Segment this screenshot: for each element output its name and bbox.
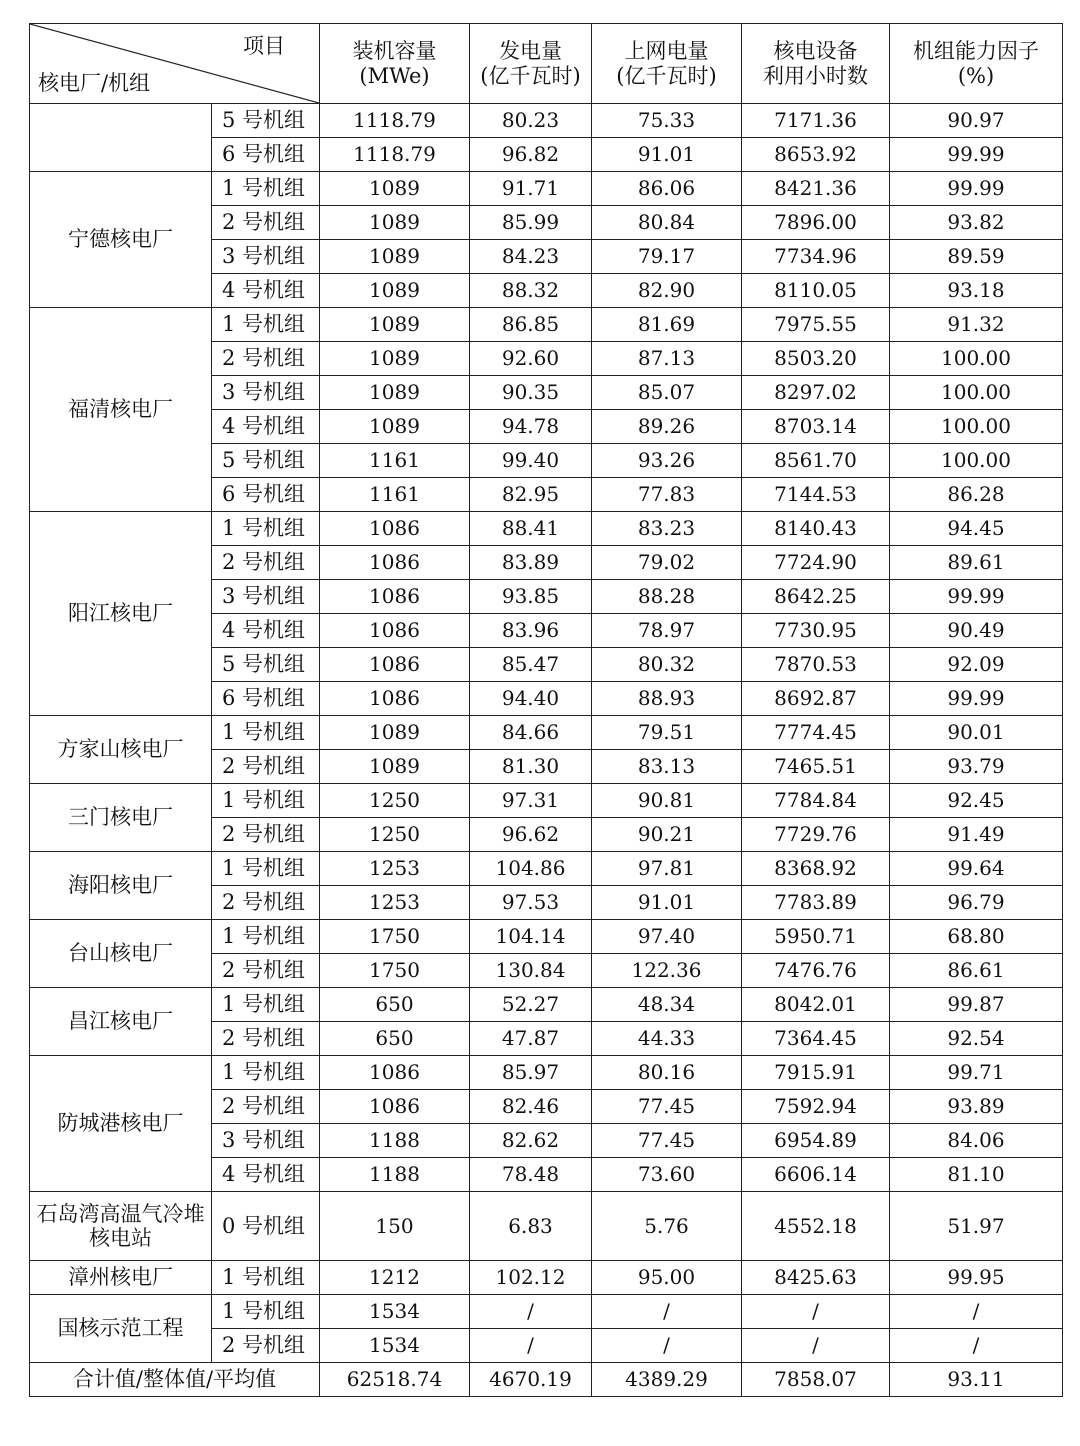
col-header-grid-line2: (亿千瓦时): [616, 63, 717, 88]
capacity-cell: 1089: [320, 376, 470, 410]
hours-cell: 7774.45: [742, 716, 890, 750]
col-header-hours-line1: 核电设备: [773, 39, 858, 64]
capacity-cell: 1534: [320, 1295, 470, 1329]
plant-name-cell: 防城港核电厂: [30, 1056, 212, 1192]
generation-cell: 83.96: [470, 614, 592, 648]
plant-name-cell: [30, 104, 212, 172]
hours-cell: 8642.25: [742, 580, 890, 614]
col-header-grid: [592, 24, 742, 104]
grid-cell: 88.28: [592, 580, 742, 614]
hours-cell: 7975.55: [742, 308, 890, 342]
unit-cell: 2 号机组: [212, 342, 320, 376]
col-header-capacity: [320, 24, 470, 104]
grid-cell: /: [592, 1295, 742, 1329]
generation-cell: 52.27: [470, 988, 592, 1022]
capacity-cell: 1253: [320, 886, 470, 920]
grid-cell: 88.93: [592, 682, 742, 716]
grid-cell: 87.13: [592, 342, 742, 376]
unit-cell: 4 号机组: [212, 410, 320, 444]
generation-cell: 91.71: [470, 172, 592, 206]
unit-cell: 3 号机组: [212, 240, 320, 274]
hours-cell: 6606.14: [742, 1158, 890, 1192]
capacity-cell: 1118.79: [320, 138, 470, 172]
hours-cell: 8425.63: [742, 1261, 890, 1295]
grid-cell: 91.01: [592, 886, 742, 920]
col-header-generation-line1: 发电量: [499, 39, 562, 64]
grid-cell: 77.45: [592, 1090, 742, 1124]
col-header-generation: [470, 24, 592, 104]
capacity-cell: 650: [320, 988, 470, 1022]
hours-cell: 7783.89: [742, 886, 890, 920]
hours-cell: 8703.14: [742, 410, 890, 444]
table-row: [30, 1056, 1063, 1090]
capacity-cell: 1089: [320, 240, 470, 274]
unit-cell: 2 号机组: [212, 1329, 320, 1363]
factor-cell: 92.45: [890, 784, 1063, 818]
factor-cell: 93.82: [890, 206, 1063, 240]
generation-cell: 6.83: [470, 1192, 592, 1261]
capacity-cell: 1188: [320, 1124, 470, 1158]
table-body: [30, 104, 1063, 1363]
grid-cell: /: [592, 1329, 742, 1363]
factor-cell: 94.45: [890, 512, 1063, 546]
hours-cell: 7364.45: [742, 1022, 890, 1056]
capacity-cell: 1089: [320, 716, 470, 750]
header-row: [30, 24, 1063, 104]
hours-cell: 7734.96: [742, 240, 890, 274]
unit-cell: 0 号机组: [212, 1192, 320, 1261]
factor-cell: 99.71: [890, 1056, 1063, 1090]
grid-cell: 79.02: [592, 546, 742, 580]
table-row: [30, 172, 1063, 206]
plant-name-cell: 方家山核电厂: [30, 716, 212, 784]
factor-cell: 51.97: [890, 1192, 1063, 1261]
col-header-capacity-line2: (MWe): [359, 63, 430, 88]
grid-cell: 90.81: [592, 784, 742, 818]
capacity-cell: 1089: [320, 342, 470, 376]
table-row: [30, 104, 1063, 138]
factor-cell: 100.00: [890, 342, 1063, 376]
plant-name-cell: 国核示范工程: [30, 1295, 212, 1363]
generation-cell: 88.41: [470, 512, 592, 546]
capacity-cell: 1250: [320, 818, 470, 852]
capacity-cell: 1089: [320, 308, 470, 342]
col-header-factor: [890, 24, 1063, 104]
factor-cell: 90.01: [890, 716, 1063, 750]
factor-cell: 99.99: [890, 138, 1063, 172]
factor-cell: /: [890, 1329, 1063, 1363]
generation-cell: 86.85: [470, 308, 592, 342]
capacity-cell: 1086: [320, 546, 470, 580]
plant-name-cell: 漳州核电厂: [30, 1261, 212, 1295]
unit-cell: 2 号机组: [212, 750, 320, 784]
nuclear-plant-operations-table: [29, 23, 1063, 1397]
capacity-cell: 1534: [320, 1329, 470, 1363]
unit-cell: 4 号机组: [212, 1158, 320, 1192]
unit-cell: 2 号机组: [212, 886, 320, 920]
total-factor: 93.11: [890, 1363, 1063, 1397]
unit-cell: 6 号机组: [212, 478, 320, 512]
grid-cell: 95.00: [592, 1261, 742, 1295]
unit-cell: 1 号机组: [212, 308, 320, 342]
capacity-cell: 1086: [320, 1056, 470, 1090]
grid-cell: 82.90: [592, 274, 742, 308]
factor-cell: 89.61: [890, 546, 1063, 580]
factor-cell: 86.61: [890, 954, 1063, 988]
grid-cell: 80.16: [592, 1056, 742, 1090]
capacity-cell: 1750: [320, 920, 470, 954]
capacity-cell: 1212: [320, 1261, 470, 1295]
capacity-cell: 1089: [320, 172, 470, 206]
grid-cell: 48.34: [592, 988, 742, 1022]
factor-cell: 99.99: [890, 682, 1063, 716]
factor-cell: 93.79: [890, 750, 1063, 784]
plant-name-cell: 福清核电厂: [30, 308, 212, 512]
hours-cell: 8653.92: [742, 138, 890, 172]
unit-cell: 1 号机组: [212, 512, 320, 546]
table-row: [30, 852, 1063, 886]
hours-cell: 7784.84: [742, 784, 890, 818]
hours-cell: 7592.94: [742, 1090, 890, 1124]
grid-cell: 86.06: [592, 172, 742, 206]
unit-cell: 5 号机组: [212, 648, 320, 682]
unit-cell: 3 号机组: [212, 376, 320, 410]
hours-cell: 7915.91: [742, 1056, 890, 1090]
grid-cell: 44.33: [592, 1022, 742, 1056]
hours-cell: 7465.51: [742, 750, 890, 784]
grid-cell: 91.01: [592, 138, 742, 172]
table-row: [30, 988, 1063, 1022]
hours-cell: 7729.76: [742, 818, 890, 852]
unit-cell: 2 号机组: [212, 1090, 320, 1124]
total-generation: 4670.19: [470, 1363, 592, 1397]
grid-cell: 80.84: [592, 206, 742, 240]
factor-cell: 100.00: [890, 376, 1063, 410]
grid-cell: 97.40: [592, 920, 742, 954]
plant-name-cell: 宁德核电厂: [30, 172, 212, 308]
capacity-cell: 1086: [320, 614, 470, 648]
generation-cell: 82.46: [470, 1090, 592, 1124]
generation-cell: 97.31: [470, 784, 592, 818]
total-grid: 4389.29: [592, 1363, 742, 1397]
capacity-cell: 650: [320, 1022, 470, 1056]
factor-cell: 99.64: [890, 852, 1063, 886]
hours-cell: 6954.89: [742, 1124, 890, 1158]
capacity-cell: 1188: [320, 1158, 470, 1192]
unit-cell: 1 号机组: [212, 988, 320, 1022]
grid-cell: 75.33: [592, 104, 742, 138]
generation-cell: 94.78: [470, 410, 592, 444]
capacity-cell: 1086: [320, 648, 470, 682]
grid-cell: 90.21: [592, 818, 742, 852]
grid-cell: 83.13: [592, 750, 742, 784]
factor-cell: 99.87: [890, 988, 1063, 1022]
table-row: [30, 1192, 1063, 1261]
grid-cell: 77.83: [592, 478, 742, 512]
hours-cell: 7476.76: [742, 954, 890, 988]
unit-cell: 4 号机组: [212, 614, 320, 648]
hours-cell: 7730.95: [742, 614, 890, 648]
factor-cell: 86.28: [890, 478, 1063, 512]
unit-cell: 1 号机组: [212, 716, 320, 750]
generation-cell: 97.53: [470, 886, 592, 920]
unit-cell: 2 号机组: [212, 1022, 320, 1056]
col-header-hours-line2: 利用小时数: [763, 63, 868, 88]
capacity-cell: 1161: [320, 478, 470, 512]
generation-cell: 96.62: [470, 818, 592, 852]
corner-header: [30, 24, 320, 104]
hours-cell: 8692.87: [742, 682, 890, 716]
unit-cell: 4 号机组: [212, 274, 320, 308]
unit-cell: 3 号机组: [212, 1124, 320, 1158]
generation-cell: 88.32: [470, 274, 592, 308]
factor-cell: 93.18: [890, 274, 1063, 308]
generation-cell: /: [470, 1295, 592, 1329]
grid-cell: 93.26: [592, 444, 742, 478]
corner-header-item: 项目: [243, 34, 285, 58]
hours-cell: /: [742, 1329, 890, 1363]
capacity-cell: 1253: [320, 852, 470, 886]
table-row: [30, 920, 1063, 954]
capacity-cell: 1250: [320, 784, 470, 818]
generation-cell: 85.99: [470, 206, 592, 240]
plant-name-cell: 昌江核电厂: [30, 988, 212, 1056]
factor-cell: 91.32: [890, 308, 1063, 342]
col-header-hours: [742, 24, 890, 104]
col-header-generation-line2: (亿千瓦时): [480, 63, 581, 88]
hours-cell: 8140.43: [742, 512, 890, 546]
unit-cell: 1 号机组: [212, 1295, 320, 1329]
capacity-cell: 1086: [320, 1090, 470, 1124]
unit-cell: 1 号机组: [212, 1056, 320, 1090]
generation-cell: 94.40: [470, 682, 592, 716]
hours-cell: 8421.36: [742, 172, 890, 206]
capacity-cell: 1750: [320, 954, 470, 988]
col-header-capacity-line1: 装机容量: [352, 39, 437, 64]
grid-cell: 85.07: [592, 376, 742, 410]
generation-cell: 82.95: [470, 478, 592, 512]
generation-cell: 102.12: [470, 1261, 592, 1295]
table-row: [30, 512, 1063, 546]
grid-cell: 73.60: [592, 1158, 742, 1192]
grid-cell: 77.45: [592, 1124, 742, 1158]
plant-name-cell: 石岛湾高温气冷堆核电站: [30, 1192, 212, 1261]
total-capacity: 62518.74: [320, 1363, 470, 1397]
unit-cell: 1 号机组: [212, 1261, 320, 1295]
generation-cell: 82.62: [470, 1124, 592, 1158]
table-row: [30, 1261, 1063, 1295]
grid-cell: 5.76: [592, 1192, 742, 1261]
factor-cell: /: [890, 1295, 1063, 1329]
total-label: 合计值/整体值/平均值: [30, 1363, 320, 1397]
capacity-cell: 150: [320, 1192, 470, 1261]
plant-name-cell: 台山核电厂: [30, 920, 212, 988]
capacity-cell: 1086: [320, 580, 470, 614]
generation-cell: 104.86: [470, 852, 592, 886]
hours-cell: /: [742, 1295, 890, 1329]
hours-cell: 7171.36: [742, 104, 890, 138]
table-row: [30, 308, 1063, 342]
unit-cell: 1 号机组: [212, 784, 320, 818]
generation-cell: 81.30: [470, 750, 592, 784]
table-row: [30, 784, 1063, 818]
hours-cell: 8110.05: [742, 274, 890, 308]
generation-cell: 78.48: [470, 1158, 592, 1192]
col-header-factor-line2: (%): [957, 63, 995, 88]
generation-cell: /: [470, 1329, 592, 1363]
grid-cell: 80.32: [592, 648, 742, 682]
generation-cell: 83.89: [470, 546, 592, 580]
generation-cell: 84.23: [470, 240, 592, 274]
generation-cell: 90.35: [470, 376, 592, 410]
factor-cell: 99.99: [890, 580, 1063, 614]
capacity-cell: 1089: [320, 410, 470, 444]
factor-cell: 89.59: [890, 240, 1063, 274]
table-row: [30, 716, 1063, 750]
factor-cell: 92.09: [890, 648, 1063, 682]
generation-cell: 104.14: [470, 920, 592, 954]
factor-cell: 93.89: [890, 1090, 1063, 1124]
factor-cell: 90.97: [890, 104, 1063, 138]
generation-cell: 85.97: [470, 1056, 592, 1090]
col-header-factor-line1: 机组能力因子: [913, 39, 1039, 64]
total-row: [30, 1363, 1063, 1397]
hours-cell: 7144.53: [742, 478, 890, 512]
generation-cell: 85.47: [470, 648, 592, 682]
factor-cell: 81.10: [890, 1158, 1063, 1192]
grid-cell: 78.97: [592, 614, 742, 648]
generation-cell: 130.84: [470, 954, 592, 988]
unit-cell: 1 号机组: [212, 920, 320, 954]
capacity-cell: 1089: [320, 274, 470, 308]
corner-header-plant-unit: 核电厂/机组: [38, 70, 151, 95]
factor-cell: 68.80: [890, 920, 1063, 954]
unit-cell: 1 号机组: [212, 172, 320, 206]
table-row: [30, 1295, 1063, 1329]
unit-cell: 2 号机组: [212, 954, 320, 988]
hours-cell: 7896.00: [742, 206, 890, 240]
capacity-cell: 1089: [320, 750, 470, 784]
unit-cell: 5 号机组: [212, 444, 320, 478]
hours-cell: 7870.53: [742, 648, 890, 682]
factor-cell: 100.00: [890, 410, 1063, 444]
unit-cell: 2 号机组: [212, 206, 320, 240]
factor-cell: 99.99: [890, 172, 1063, 206]
unit-cell: 1 号机组: [212, 852, 320, 886]
generation-cell: 93.85: [470, 580, 592, 614]
hours-cell: 5950.71: [742, 920, 890, 954]
factor-cell: 99.95: [890, 1261, 1063, 1295]
capacity-cell: 1161: [320, 444, 470, 478]
grid-cell: 79.51: [592, 716, 742, 750]
capacity-cell: 1086: [320, 512, 470, 546]
factor-cell: 90.49: [890, 614, 1063, 648]
factor-cell: 91.49: [890, 818, 1063, 852]
plant-name-cell: 阳江核电厂: [30, 512, 212, 716]
capacity-cell: 1118.79: [320, 104, 470, 138]
grid-cell: 122.36: [592, 954, 742, 988]
generation-cell: 99.40: [470, 444, 592, 478]
plant-name-cell: 三门核电厂: [30, 784, 212, 852]
capacity-cell: 1086: [320, 682, 470, 716]
hours-cell: 8368.92: [742, 852, 890, 886]
unit-cell: 5 号机组: [212, 104, 320, 138]
unit-cell: 3 号机组: [212, 580, 320, 614]
factor-cell: 100.00: [890, 444, 1063, 478]
factor-cell: 92.54: [890, 1022, 1063, 1056]
factor-cell: 84.06: [890, 1124, 1063, 1158]
grid-cell: 79.17: [592, 240, 742, 274]
grid-cell: 83.23: [592, 512, 742, 546]
unit-cell: 6 号机组: [212, 682, 320, 716]
unit-cell: 2 号机组: [212, 546, 320, 580]
plant-name-cell: 海阳核电厂: [30, 852, 212, 920]
hours-cell: 8503.20: [742, 342, 890, 376]
hours-cell: 8297.02: [742, 376, 890, 410]
grid-cell: 97.81: [592, 852, 742, 886]
generation-cell: 80.23: [470, 104, 592, 138]
generation-cell: 47.87: [470, 1022, 592, 1056]
generation-cell: 92.60: [470, 342, 592, 376]
factor-cell: 96.79: [890, 886, 1063, 920]
total-hours: 7858.07: [742, 1363, 890, 1397]
capacity-cell: 1089: [320, 206, 470, 240]
hours-cell: 4552.18: [742, 1192, 890, 1261]
hours-cell: 7724.90: [742, 546, 890, 580]
generation-cell: 84.66: [470, 716, 592, 750]
unit-cell: 2 号机组: [212, 818, 320, 852]
col-header-grid-line1: 上网电量: [624, 39, 709, 64]
generation-cell: 96.82: [470, 138, 592, 172]
hours-cell: 8561.70: [742, 444, 890, 478]
grid-cell: 81.69: [592, 308, 742, 342]
grid-cell: 89.26: [592, 410, 742, 444]
unit-cell: 6 号机组: [212, 138, 320, 172]
hours-cell: 8042.01: [742, 988, 890, 1022]
